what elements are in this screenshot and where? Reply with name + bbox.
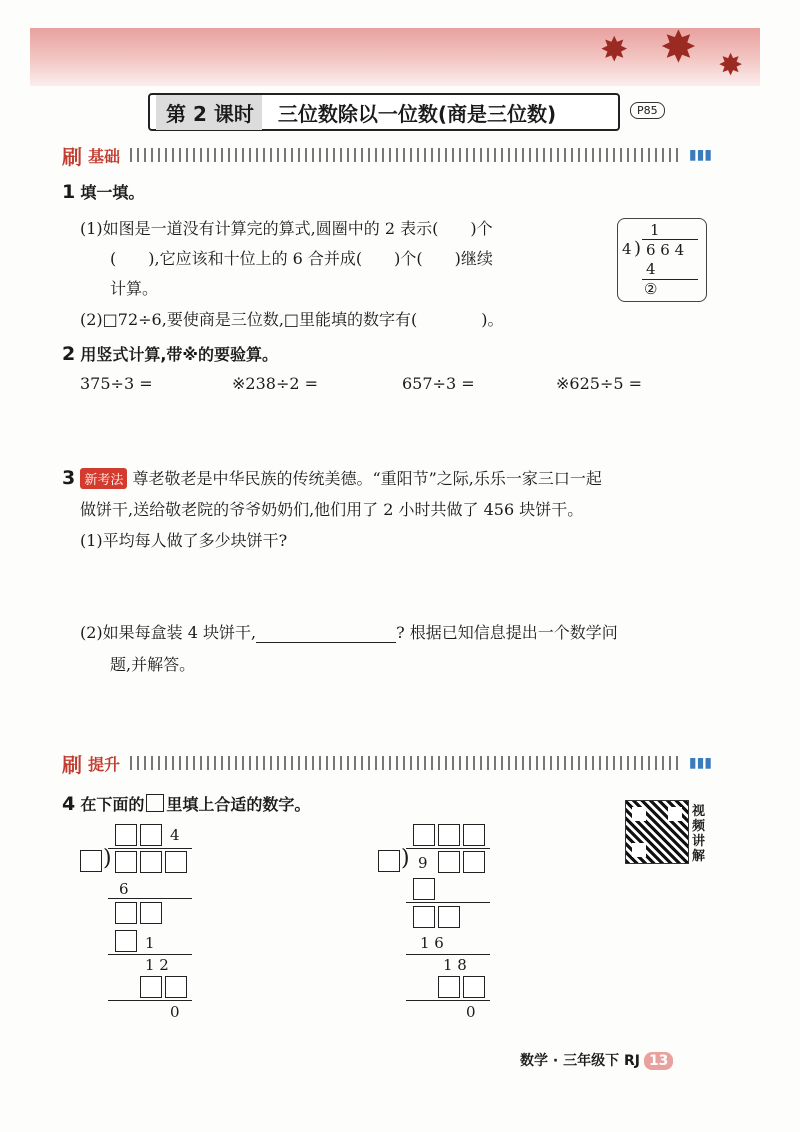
subtraction-line bbox=[406, 954, 490, 955]
remainder-digits: 1 8 bbox=[443, 956, 467, 974]
division-bar bbox=[642, 239, 698, 240]
digit-box[interactable] bbox=[438, 906, 460, 928]
division-bracket: ) bbox=[103, 846, 112, 871]
figure-divisor: 4 bbox=[622, 240, 632, 258]
digit-box[interactable] bbox=[438, 824, 460, 846]
q1-part1-line2: ( ),它应该和十位上的 6 合并成( )个( )继续 bbox=[110, 249, 493, 268]
digit-box[interactable] bbox=[165, 976, 187, 998]
new-method-tag: 新考法 bbox=[80, 468, 127, 489]
q2-item: ※625÷5 = bbox=[556, 374, 643, 393]
digit-box[interactable] bbox=[115, 824, 137, 846]
page-number: 13 bbox=[644, 1052, 673, 1070]
q3-part2-line2: 题,并解答。 bbox=[110, 655, 196, 674]
division-bar bbox=[108, 848, 192, 849]
digit-box[interactable] bbox=[463, 824, 485, 846]
bars-icon: ▮▮▮ bbox=[688, 147, 712, 163]
video-explanation-label: 视频讲解 bbox=[692, 804, 706, 864]
digit-box[interactable] bbox=[115, 930, 137, 952]
final-remainder: 0 bbox=[170, 1003, 180, 1021]
maple-leaf-icon: ✸ bbox=[660, 22, 697, 73]
digit-box[interactable] bbox=[413, 878, 435, 900]
section-badge: 刷 bbox=[62, 144, 82, 169]
subtrahend-digit: 6 bbox=[119, 880, 129, 898]
q3-part1: (1)平均每人做了多少块饼干? bbox=[80, 531, 288, 550]
subtraction-line bbox=[108, 898, 192, 899]
q3-part2-line1: (2)如果每盒装 4 块饼干, ? 根据已知信息提出一个数学问 bbox=[80, 623, 618, 642]
subtraction-line bbox=[108, 954, 192, 955]
digit-box[interactable] bbox=[140, 902, 162, 924]
qr-code[interactable] bbox=[625, 800, 689, 864]
subtrahend-digit: 1 bbox=[145, 934, 155, 952]
q1-part1-line3: 计算。 bbox=[110, 279, 159, 298]
question-2-heading: 2 用竖式计算,带※的要验算。 bbox=[62, 343, 278, 365]
digit-box[interactable] bbox=[140, 976, 162, 998]
section-divider bbox=[130, 148, 683, 162]
section-divider bbox=[130, 756, 683, 770]
digit-box[interactable] bbox=[438, 976, 460, 998]
figure-subtrahend: 4 bbox=[646, 260, 656, 278]
dividend-digit: 9 bbox=[418, 854, 428, 872]
q1-part2: (2)□72÷6,要使商是三位数,□里能填的数字有( )。 bbox=[80, 310, 504, 329]
remainder-digits: 1 2 bbox=[145, 956, 169, 974]
section-label: 提升 bbox=[88, 754, 121, 774]
page-footer bbox=[520, 1050, 673, 1070]
figure-circled-remainder: ② bbox=[644, 280, 658, 298]
lesson-name: 三位数除以一位数(商是三位数) bbox=[277, 101, 557, 126]
subtraction-line bbox=[406, 1000, 490, 1001]
q2-item: ※238÷2 = bbox=[232, 374, 319, 393]
digit-box[interactable] bbox=[438, 851, 460, 873]
q1-part1-line1: (1)如图是一道没有计算完的算式,圆圈中的 2 表示( )个 bbox=[80, 219, 493, 238]
divisor-box[interactable] bbox=[80, 850, 102, 872]
digit-box[interactable] bbox=[463, 851, 485, 873]
box-symbol bbox=[146, 794, 164, 812]
q2-item: 657÷3 = bbox=[402, 374, 475, 393]
digit-box[interactable] bbox=[140, 824, 162, 846]
section-label: 基础 bbox=[88, 146, 121, 166]
bars-icon: ▮▮▮ bbox=[688, 755, 712, 771]
quotient-digit: 4 bbox=[170, 826, 180, 844]
divisor-box[interactable] bbox=[378, 850, 400, 872]
page-reference: P85 bbox=[630, 102, 665, 119]
lesson-title bbox=[148, 93, 620, 131]
digit-box[interactable] bbox=[140, 851, 162, 873]
long-division-figure bbox=[617, 218, 707, 302]
lesson-number: 第 2 课时 bbox=[156, 95, 262, 130]
digit-box[interactable] bbox=[115, 902, 137, 924]
division-bar bbox=[406, 848, 490, 849]
digit-box[interactable] bbox=[115, 851, 137, 873]
digit-box[interactable] bbox=[413, 906, 435, 928]
figure-dividend: 6 6 4 bbox=[646, 241, 685, 259]
digit-box[interactable] bbox=[413, 824, 435, 846]
final-remainder: 0 bbox=[466, 1003, 476, 1021]
subtraction-line bbox=[406, 902, 490, 903]
question-4-heading: 4 在下面的 里填上合适的数字。 bbox=[62, 793, 311, 815]
answer-blank[interactable] bbox=[256, 626, 396, 643]
section-basic-header bbox=[62, 142, 712, 168]
question-3-line2: 做饼干,送给敬老院的爷爷奶奶们,他们用了 2 小时共做了 456 块饼干。 bbox=[80, 500, 584, 519]
footer-book-info: 数学 · 三年级下 RJ bbox=[520, 1053, 640, 1069]
header-banner bbox=[30, 28, 760, 86]
digit-box[interactable] bbox=[165, 851, 187, 873]
figure-quotient: 1 bbox=[650, 221, 660, 239]
digit-box[interactable] bbox=[463, 976, 485, 998]
maple-leaf-icon: ✸ bbox=[718, 48, 744, 83]
question-3-line1: 3 新考法 尊老敬老是中华民族的传统美德。“重阳节”之际,乐乐一家三口一起 bbox=[62, 467, 602, 489]
subtrahend-digits: 1 6 bbox=[420, 934, 444, 952]
division-bracket: ) bbox=[634, 238, 642, 259]
maple-leaf-icon: ✸ bbox=[600, 30, 629, 70]
subtraction-line bbox=[108, 1000, 192, 1001]
section-badge: 刷 bbox=[62, 752, 82, 777]
q2-item: 375÷3 = bbox=[80, 374, 153, 393]
section-advanced-header bbox=[62, 750, 712, 776]
division-bracket: ) bbox=[401, 846, 410, 871]
question-1-heading: 1 填一填。 bbox=[62, 181, 145, 203]
